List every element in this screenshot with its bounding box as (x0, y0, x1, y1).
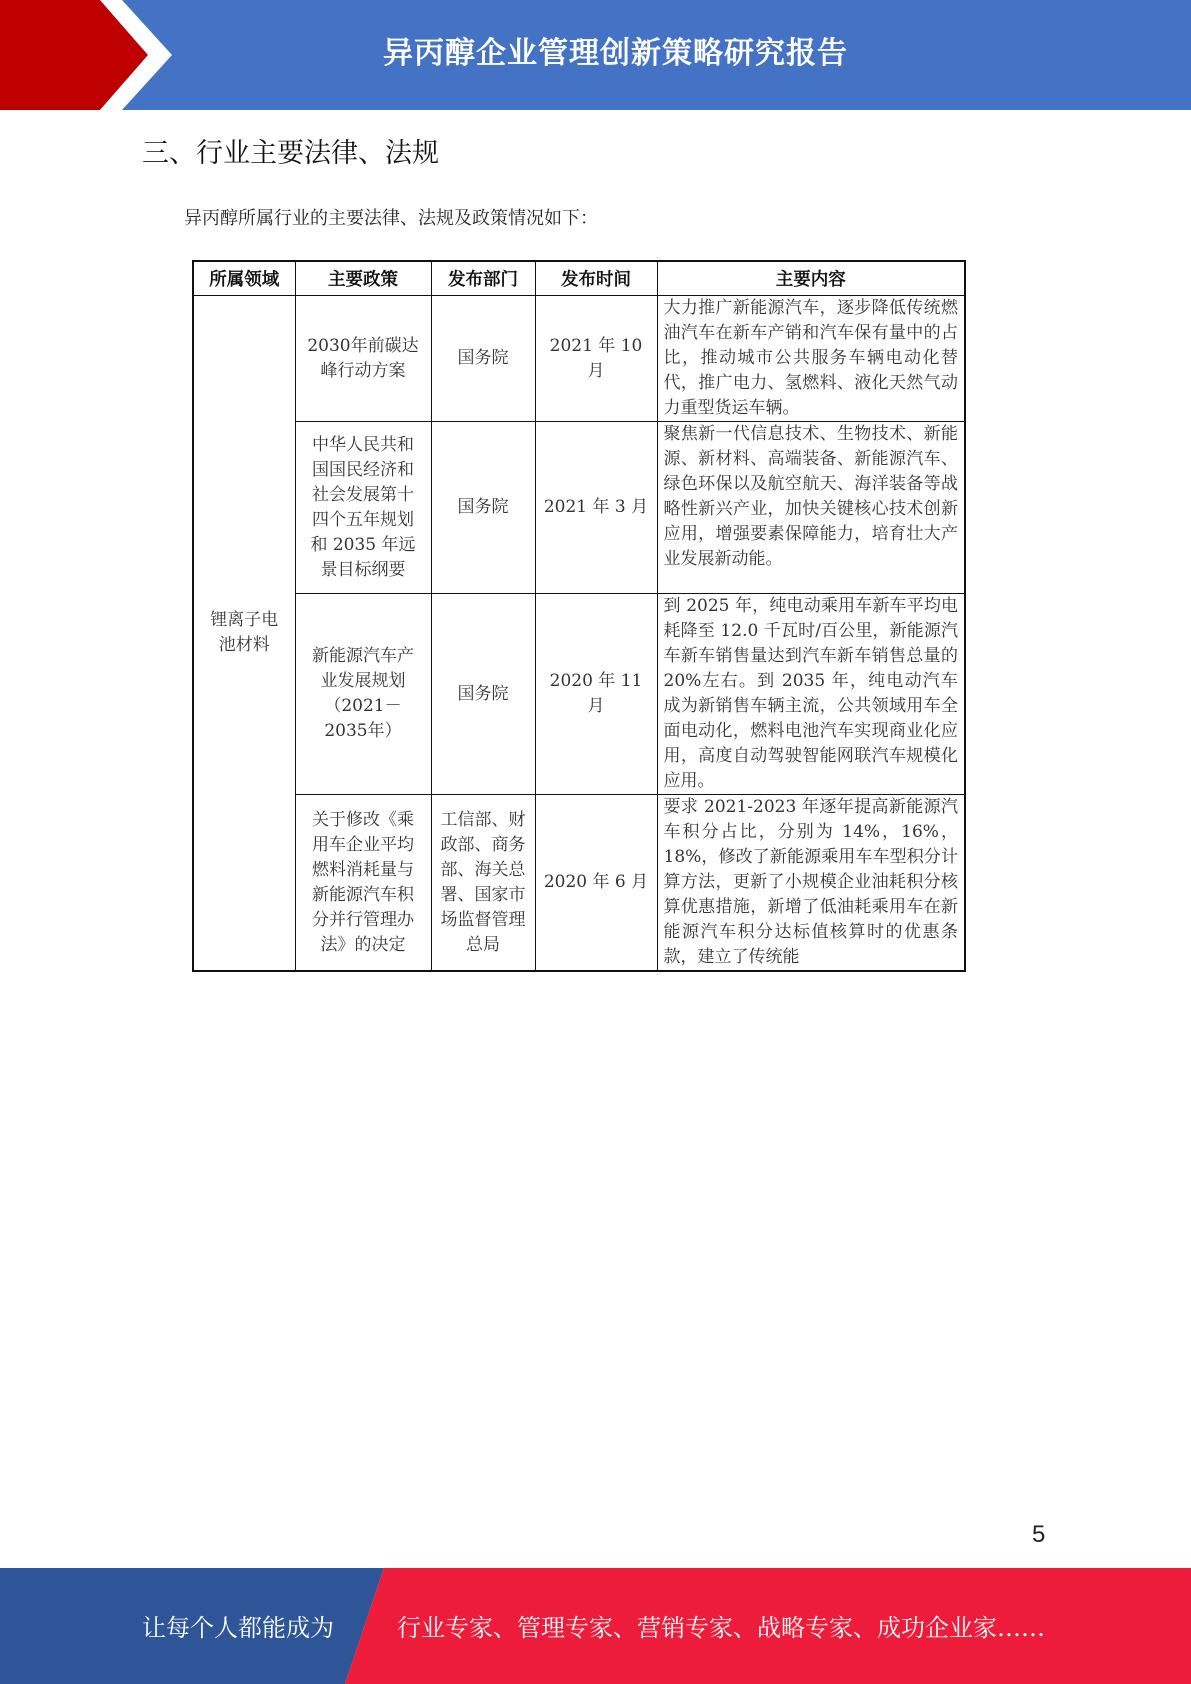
date-cell: 2021 年 10 月 (535, 296, 657, 422)
page-number: 5 (1032, 1521, 1046, 1548)
report-title: 异丙醇企业管理创新策略研究报告 (383, 36, 848, 71)
header-band (0, 0, 1191, 110)
policy-cell: 新能源汽车产业发展规划（2021－2035年） (295, 594, 431, 795)
table-header-row (193, 261, 965, 296)
header-content: 主要内容 (657, 261, 965, 296)
table-row (193, 422, 965, 594)
intro-text: 异丙醇所属行业的主要法律、法规及政策情况如下： (184, 208, 598, 229)
department-cell: 国务院 (431, 296, 535, 422)
department-cell: 国务院 (431, 594, 535, 795)
header-date: 发布时间 (535, 261, 657, 296)
table-row (193, 795, 965, 972)
header-department: 发布部门 (431, 261, 535, 296)
section-heading: 三、行业主要法律、法规 (142, 138, 439, 169)
header-domain: 所属领域 (193, 261, 295, 296)
date-cell: 2020 年 6 月 (535, 795, 657, 972)
footer-slogan-right: 行业专家、管理专家、营销专家、战略专家、成功企业家…… (397, 1614, 1045, 1642)
header-policy: 主要政策 (295, 261, 431, 296)
content-cell: 大力推广新能源汽车，逐步降低传统燃油汽车在新车产销和汽车保有量中的占比，推动城市公共服务车辆电动化替代，推广电力、氢燃料、液化天然气动力重型货运车辆。 (657, 296, 965, 422)
footer-band (0, 1568, 1191, 1684)
content-cell: 到 2025 年，纯电动乘用车新车平均电耗降至 12.0 千瓦时/百公里，新能源汽车新车销售量达到汽车新车销售总量的 20%左右。到 2035 年，纯电动汽车成为新销售车辆主流，公共领域用车全面电动化，燃料电池汽车实现商业化应用，高度自动驾驶智能网联汽车规模化应用。 (657, 594, 965, 795)
policy-cell: 关于修改《乘用车企业平均燃料消耗量与新能源汽车积分并行管理办法》的决定 (295, 795, 431, 972)
domain-cell: 锂离子电池材料 (193, 296, 295, 972)
policy-cell: 中华人民共和国国民经济和社会发展第十四个五年规划和 2035 年远景目标纲要 (295, 422, 431, 594)
policy-cell: 2030年前碳达峰行动方案 (295, 296, 431, 422)
department-cell: 国务院 (431, 422, 535, 594)
date-cell: 2020 年 11 月 (535, 594, 657, 795)
policy-table (192, 260, 966, 972)
table-row (193, 296, 965, 422)
content-cell: 聚焦新一代信息技术、生物技术、新能源、新材料、高端装备、新能源汽车、绿色环保以及航空航天、海洋装备等战略性新兴产业，加快关键核心技术创新应用，增强要素保障能力，培育壮大产业发展新动能。 (657, 422, 965, 594)
table-row (193, 594, 965, 795)
date-cell: 2021 年 3 月 (535, 422, 657, 594)
footer-slogan-left: 让每个人都能成为 (142, 1614, 334, 1642)
department-cell: 工信部、财政部、商务部、海关总署、国家市场监督管理总局 (431, 795, 535, 972)
content-cell: 要求 2021-2023 年逐年提高新能源汽车积分占比，分别为 14%，16%，18%，修改了新能源乘用车车型积分计算方法，更新了小规模企业油耗积分核算优惠措施，新增了低油耗乘用车在新能源汽车积分达标值核算时的优惠条款，建立了传统能 (657, 795, 965, 972)
